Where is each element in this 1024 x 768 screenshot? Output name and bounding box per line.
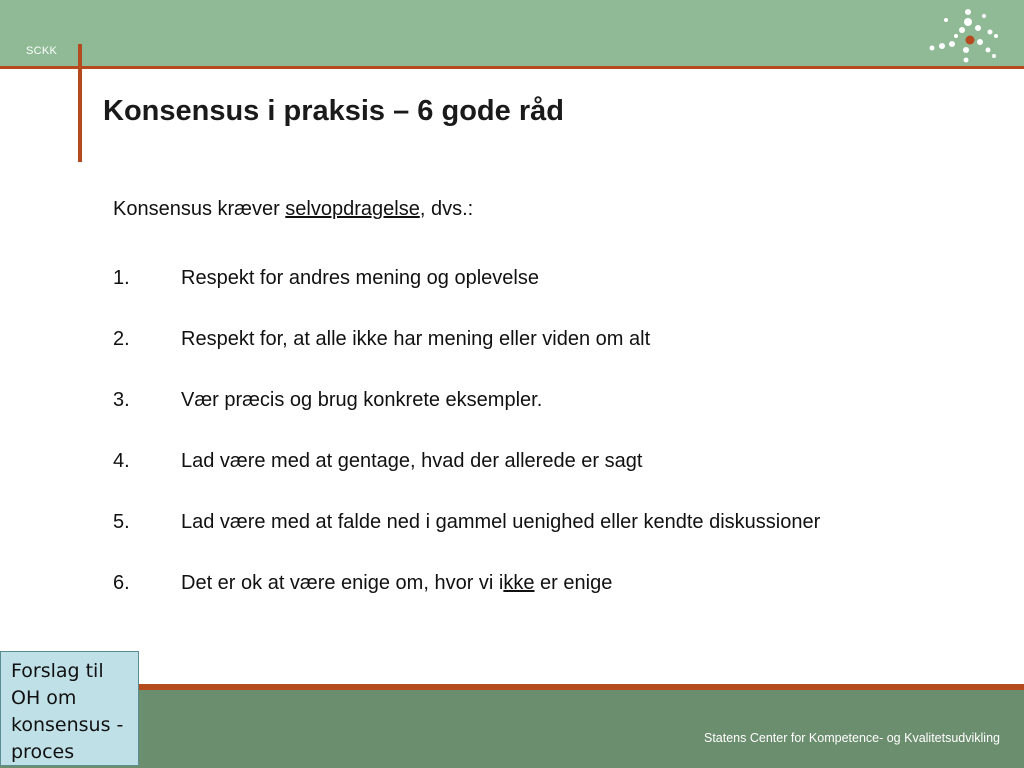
title-accent-bar	[78, 44, 82, 162]
list-item	[113, 266, 893, 291]
intro-prefix: Konsensus kræver	[113, 198, 286, 220]
list-item	[113, 388, 893, 413]
list-item-number: 5.	[113, 511, 130, 533]
header-divider	[0, 66, 1024, 69]
list-item-number: 3.	[113, 389, 130, 411]
list-item	[113, 510, 893, 535]
list-item-text: Lad være med at falde ned i gammel uenighed eller kendte diskussioner	[181, 511, 821, 533]
footer-divider	[0, 684, 1024, 690]
list-item-text: Respekt for andres mening og oplevelse	[181, 267, 539, 289]
footer-organization: Statens Center for Kompetence- og Kvalitetsudvikling	[704, 731, 1000, 745]
sparkle-star-logo-icon	[922, 4, 1002, 68]
intro-line	[113, 198, 473, 221]
slide-title: Konsensus i praksis – 6 gode råd	[103, 95, 564, 127]
list-item-number: 1.	[113, 267, 130, 289]
list-item-text: Respekt for, at alle ikke har mening eller viden om alt	[181, 328, 651, 350]
brand-label: SCKK	[26, 45, 58, 57]
list-item-text-start: Det er ok at være enige om, hvor vi i	[181, 572, 504, 594]
list-item-number: 2.	[113, 328, 130, 350]
advice-list	[113, 266, 893, 596]
header-band	[0, 0, 1024, 66]
list-item-number: 4.	[113, 450, 130, 472]
intro-emphasis: selvopdragelse	[285, 198, 420, 220]
list-item	[113, 327, 893, 352]
footer-band	[0, 689, 1024, 768]
list-item-number: 6.	[113, 572, 130, 594]
note-box: Forslag til OH om konsensus -proces	[0, 651, 139, 766]
list-item-text-end: er enige	[534, 572, 613, 594]
list-item-text: Lad være med at gentage, hvad der allerede er sagt	[181, 450, 643, 472]
list-item-text-underlined: kke	[503, 572, 535, 594]
list-item	[113, 449, 893, 474]
list-item	[113, 571, 893, 596]
list-item-text: Vær præcis og brug konkrete eksempler.	[181, 389, 543, 411]
list-item-text	[181, 572, 612, 594]
intro-suffix: , dvs.:	[419, 198, 474, 220]
